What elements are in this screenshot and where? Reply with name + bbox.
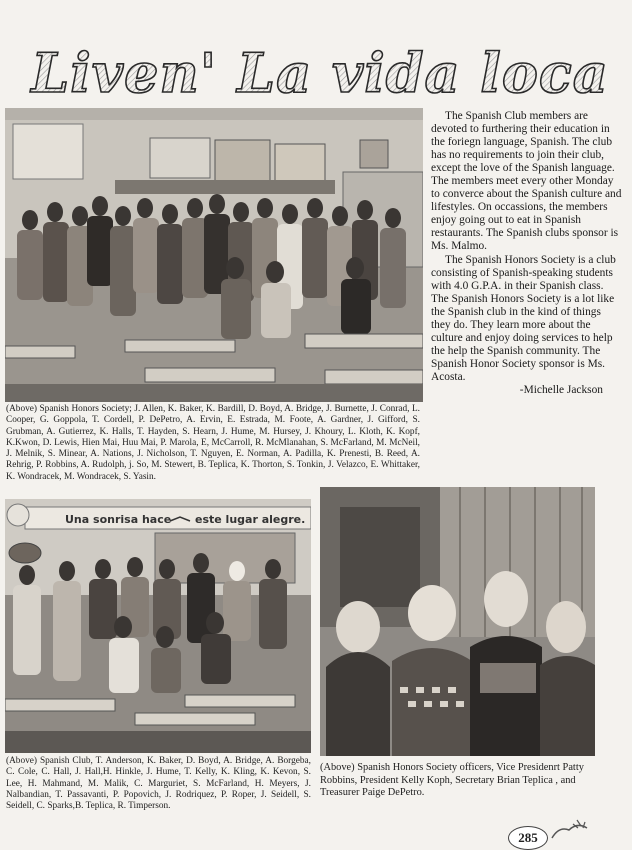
page-title-text: Liven' La vida loca bbox=[31, 41, 609, 105]
article-byline: -Michelle Jackson bbox=[519, 383, 603, 396]
spanish-club-photo bbox=[5, 499, 311, 753]
sun-doodle-icon bbox=[547, 816, 592, 846]
spanish-honors-society-photo bbox=[5, 108, 423, 402]
sign-text-right: este lugar alegre. bbox=[195, 513, 306, 526]
spanish-club-caption: (Above) Spanish Club, T. Anderson, K. Baker, D. Boyd, A. Bridge, A. Borgeba, C. Cole, C. Hall, J. Hall,H. Hinkle, J. Hume, T. Kelly, K. Kling, K. Kevon, S. Lee, H. Mahmand, M. Malik, C. Marguriet, S. McFarland, H. Meyers, J. Nalbandian, T. Passavanti, P. Popovich, J. Rodriquez, P. Roper, J. Seidell, S. Seidell, C. Sparks,B. Teplica, R. Timperson. bbox=[6, 756, 311, 812]
article bbox=[431, 110, 623, 397]
officers-caption: (Above) Spanish Honors Society officers, Vice Presidenrt Patty Robbins, President Kelly Koph, Secretary Brian Teplica , and Treasurer Paige DePetro. bbox=[320, 762, 584, 799]
article-paragraph: The Spanish Honors Society is a club consisting of Spanish-speaking students with 4.0 G.P.A. in their Spanish class. The Spanish Honors Society is a lot like the Spanish club in the kind of things they do. They learn more about the culture and enjoy doing services to help the help the Spanish community. The Spanish Honor Society sponsor is Ms. Acosta. bbox=[431, 253, 616, 383]
sign-text-left: Una sonrisa hace bbox=[65, 513, 172, 526]
honors-officers-photo bbox=[320, 487, 595, 756]
page-title bbox=[20, 34, 620, 114]
article-paragraph: The Spanish Club members are devoted to furthering their education in the foriegn language, Spanish. The club has no requirements to join their club, except the love of the Spanish language. The members meet every other Monday to converce about the Spanish culture and lifestyles. On occassions, the members enjoy going out to eat in Spanish restaurants. The Spanish clubs sponsor is Ms. Malmo. bbox=[431, 110, 622, 253]
honors-society-caption: (Above) Spanish Honors Society; J. Allen, K. Baker, K. Bardill, D. Boyd, A. Bridge, J. Burnette, J. Conrad, L. Cooper, G. Goppola, T. Cordell, P. DePetro, A. Ervin, E. Estrada, M. Foote, A. Gardner, J. Gifford, S. Grubman, A. Gutierrez, K. Halls, T. Hayden, S. Hearn, J. Hume, M. Hursey, J. Khoury, L. Kloth, K. Kopf, K.Kwon, D. Lewis, Hien Mai, Huu Mai, P. Marola, E, McCarroll, R. McMlanahan, S. McFarland, M. McNeil, J. Melnik, S. Minear, A. Nations, J. Nicholson, T. Nguyen, E. Norman, A. Padilla, K. Prenesti, B. Reed, A. Rehrig, P. Robbins, A. Rudolph, j. So, M. Stewert, B. Teplica, K. Thorton, S. Tonkin, J. Velazco, E. Whittaker, K. Wondracek, M. Wondracek, S. Yasin. bbox=[6, 404, 420, 482]
page-number: 285 bbox=[508, 826, 548, 850]
